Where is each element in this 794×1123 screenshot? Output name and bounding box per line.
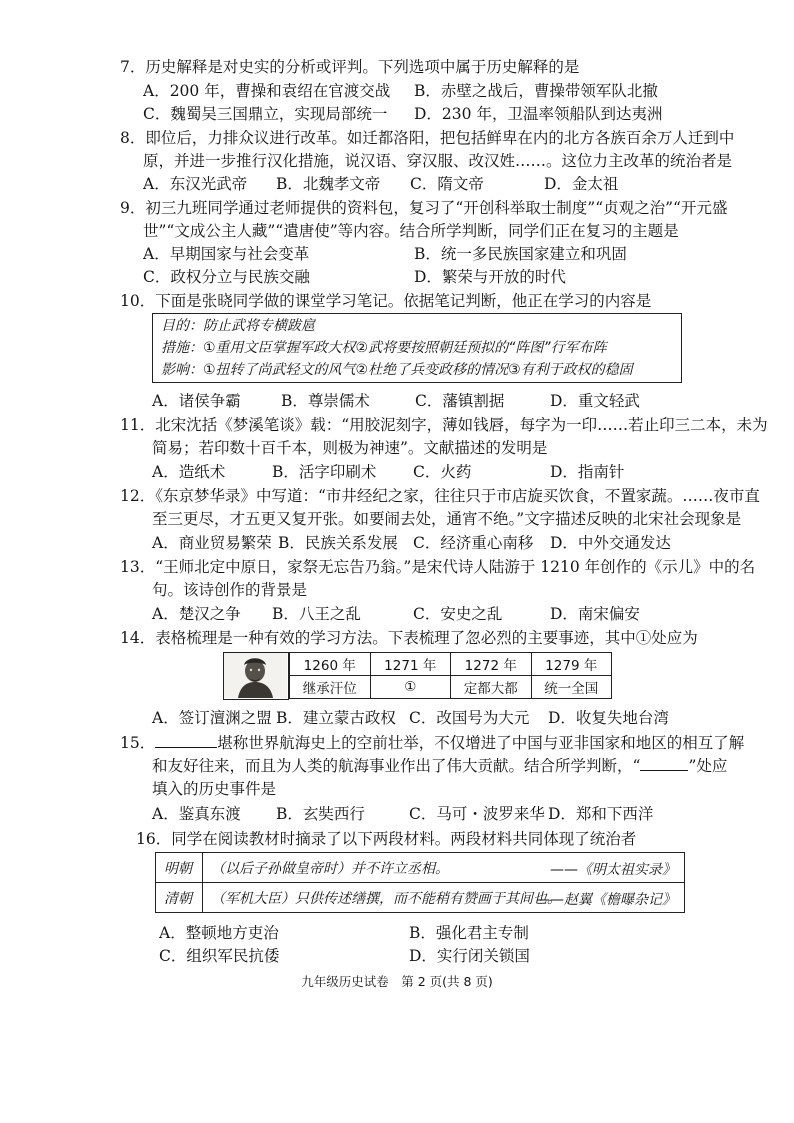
q11-stem-line2: 简易；若印数十百千本，则极为神速”。文献描述的发明是	[152, 439, 548, 457]
q15-option-d: D．郑和下西洋	[548, 805, 654, 823]
q9-option-a: A．早期国家与社会变革	[143, 245, 310, 263]
q10-option-d: D．重文轻武	[550, 392, 640, 410]
answer-blank	[640, 755, 688, 771]
q15-stem-text2a: 和友好往来，而且为人类的航海事业作出了伟大贡献。结合所学判断，“	[152, 757, 641, 775]
q16-option-b: B．强化君主专制	[409, 924, 529, 942]
q7-option-d: D．230 年，卫温率领船队到达夷洲	[414, 105, 663, 123]
q12-option-d: D．中外交通发达	[550, 534, 671, 552]
source-text-cell	[203, 853, 685, 883]
q15-stem-text2b: ”处应	[688, 757, 728, 775]
q11-option-b: B．活字印刷术	[272, 463, 377, 481]
year-cell: 1272 年	[451, 653, 532, 676]
q16-option-c: C．组织军民抗倭	[159, 947, 280, 965]
notes-impact: 影响：①扭转了尚武轻文的风气②杜绝了兵变政移的情况③有利于政权的稳固	[161, 362, 633, 378]
q13-option-d: D．南宋偏安	[550, 605, 640, 623]
year-cell: 1279 年	[531, 653, 612, 676]
q7-stem: 7．历史解释是对史实的分析或评判。下列选项中属于历史解释的是	[120, 58, 580, 76]
q10-stem: 10．下面是张晓同学做的课堂学习笔记。依据笔记判断，他正在学习的内容是	[120, 292, 652, 310]
q15-stem-text1: 堪称世界航海史上的空前壮举，不仅增进了中国与亚非国家和地区的相互了解	[217, 734, 745, 752]
event-cell: 继承汗位	[290, 676, 371, 699]
q10-option-c: C．藩镇割据	[415, 392, 505, 410]
event-cell: 统一全国	[531, 676, 612, 699]
q13-stem-line1: 13．“王师北定中原日，家祭无忘告乃翁。”是宋代诗人陆游于 1210 年创作的《示儿》中的名	[120, 558, 756, 576]
q13-option-c: C．安史之乱	[413, 605, 503, 623]
dynasty-cell: 明朝	[156, 853, 203, 883]
q11-stem-line1: 11．北宋沈括《梦溪笔谈》载：“用胶泥刻字，薄如钱唇，每字为一印……若止印三二本，未为	[120, 416, 768, 434]
q15-option-a: A．鉴真东渡	[152, 805, 241, 823]
portrait-image	[224, 653, 287, 698]
q14-option-a: A．签订澶渊之盟	[152, 709, 272, 727]
q11-option-a: A．造纸术	[152, 463, 226, 481]
source-citation: ——《明太祖实录》	[550, 862, 676, 878]
q8-option-d: D．金太祖	[544, 175, 619, 193]
q8-option-b: B．北魏孝文帝	[276, 175, 381, 193]
q11-option-c: C．火药	[413, 463, 472, 481]
page-footer: 九年级历史试卷 第 2 页(共 8 页)	[301, 974, 493, 989]
q15-stem-line1	[120, 732, 744, 754]
q10-option-a: A．诸侯争霸	[152, 392, 241, 410]
q15-option-c: C．马可・波罗来华	[409, 805, 545, 823]
q15-option-b: B．玄奘西行	[276, 805, 365, 823]
q15-stem-line2	[152, 755, 727, 777]
notes-measures: 措施：①重用文臣掌握军政大权②武将要按照朝廷预拟的“阵图”行军布阵	[161, 340, 607, 356]
q9-stem-line2: 世”“文成公主人藏”“遣唐使”等内容。结合所学判断，同学们正在复习的主题是	[143, 222, 679, 240]
q15-number: 15．	[120, 734, 156, 752]
q8-option-c: C．隋文帝	[410, 175, 484, 193]
source-text: （军机大臣）只供传述缮撰，而不能稍有赞画于其间也。	[211, 890, 561, 907]
kublai-khan-portrait	[223, 652, 289, 700]
q15-stem-line3: 填入的历史事件是	[152, 780, 277, 798]
q7-option-b: B．赤壁之战后，曹操带领军队北撤	[414, 82, 658, 100]
source-text: （以后子孙做皇帝时）并不许立丞相。	[211, 860, 449, 877]
events-row	[290, 676, 612, 699]
q12-stem-line1: 12．《东京梦华录》中写道：“市井经纪之家，往往只于市店旋买饮食，不置家蔬。……夜市直	[120, 487, 760, 505]
year-cell: 1271 年	[370, 653, 451, 676]
q8-stem-line2: 原，并进一步推行汉化措施，说汉语、穿汉服、改汉姓……。这位力主改革的统治者是	[143, 152, 733, 170]
notes-purpose: 目的：防止武将专横跋扈	[161, 318, 315, 334]
kublai-events-table	[289, 652, 612, 699]
q9-option-c: C．政权分立与民族交融	[143, 268, 310, 286]
q9-stem-line1: 9．初三九班同学通过老师提供的资料包，复习了“开创科举取士制度”“贞观之治”“开元盛	[120, 199, 728, 217]
q14-option-b: B．建立蒙古政权	[276, 709, 396, 727]
q16-option-a: A．整顿地方吏治	[159, 924, 279, 942]
q16-option-d: D．实行闭关锁国	[409, 947, 530, 965]
q8-stem-line1: 8．即位后，力排众议进行改革。如迁都洛阳，把包括鲜卑在内的北方各族百余万人迁到中	[120, 129, 735, 147]
q8-option-a: A．东汉光武帝	[143, 175, 248, 193]
q12-option-b: B．民族关系发展	[278, 534, 398, 552]
q14-stem: 14．表格梳理是一种有效的学习方法。下表梳理了忽必烈的主要事迹，其中①处应为	[120, 629, 698, 647]
event-cell: ①	[370, 676, 451, 699]
year-cell: 1260 年	[290, 653, 371, 676]
q7-option-c: C．魏蜀吴三国鼎立，实现局部统一	[143, 105, 388, 123]
source-materials-table	[155, 852, 685, 913]
q13-stem-line2: 句。该诗创作的背景是	[152, 581, 308, 599]
event-cell: 定都大都	[451, 676, 532, 699]
q9-option-b: B．统一多民族国家建立和巩固	[414, 245, 627, 263]
q14-option-c: C．改国号为大元	[409, 709, 530, 727]
q9-option-d: D．繁荣与开放的时代	[414, 268, 566, 286]
q13-option-a: A．楚汉之争	[152, 605, 241, 623]
years-row	[290, 653, 612, 676]
q14-option-d: D．收复失地台湾	[548, 709, 669, 727]
q12-option-c: C．经济重心南移	[413, 534, 534, 552]
source-row-qing	[156, 883, 685, 913]
study-notes-box	[152, 313, 682, 383]
q10-option-b: B．尊崇儒术	[281, 392, 370, 410]
q7-option-a: A．200 年，曹操和袁绍在官渡交战	[143, 82, 391, 100]
dynasty-cell: 清朝	[156, 883, 203, 913]
source-citation: ——赵翼《檐曝杂记》	[536, 892, 676, 908]
q12-stem-line2: 至三更尽，才五更又复开张。如要闹去处，通宵不绝。”文字描述反映的北宋社会现象是	[152, 510, 742, 528]
answer-blank	[155, 732, 217, 748]
source-row-ming	[156, 853, 685, 883]
q13-option-b: B．八王之乱	[272, 605, 361, 623]
q12-option-a: A．商业贸易繁荣	[152, 534, 272, 552]
q16-stem: 16．同学在阅读教材时摘录了以下两段材料。两段材料共同体现了统治者	[136, 830, 637, 848]
source-text-cell	[203, 883, 685, 913]
q11-option-d: D．指南针	[550, 463, 625, 481]
